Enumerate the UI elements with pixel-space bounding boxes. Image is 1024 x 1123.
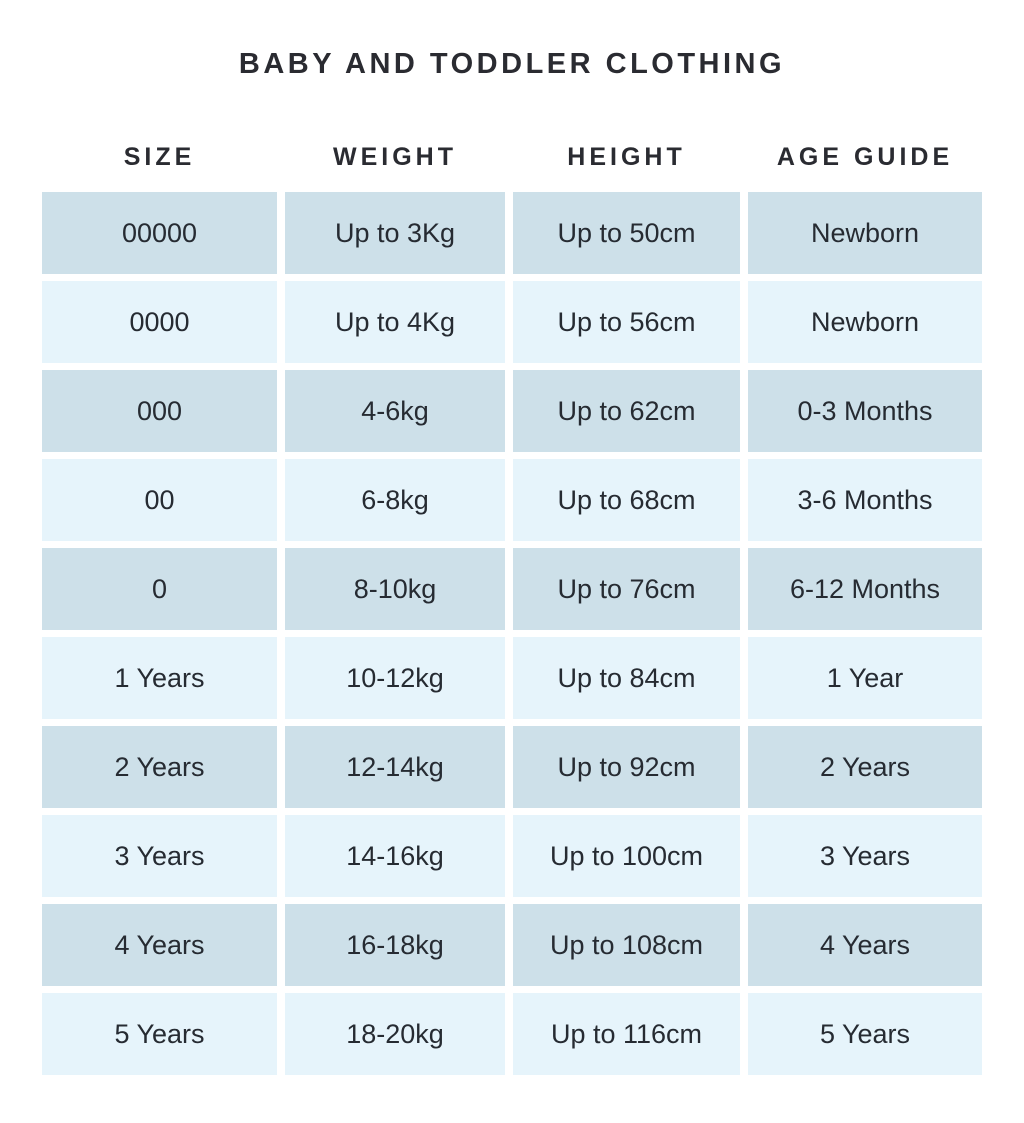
- table-cell: 0000: [42, 281, 277, 363]
- table-cell: 000: [42, 370, 277, 452]
- table-cell: 16-18kg: [285, 904, 505, 986]
- table-cell: 6-12 Months: [748, 548, 982, 630]
- table-cell: Up to 62cm: [513, 370, 740, 452]
- table-cell: 4-6kg: [285, 370, 505, 452]
- table-cell: Up to 50cm: [513, 192, 740, 274]
- table-cell: 4 Years: [748, 904, 982, 986]
- table-cell: Up to 92cm: [513, 726, 740, 808]
- table-cell: Up to 56cm: [513, 281, 740, 363]
- table-cell: 5 Years: [42, 993, 277, 1075]
- table-cell: Up to 4Kg: [285, 281, 505, 363]
- table-cell: 3 Years: [748, 815, 982, 897]
- table-cell: Up to 100cm: [513, 815, 740, 897]
- column-header-size: SIZE: [123, 142, 196, 171]
- table-cell: 14-16kg: [285, 815, 505, 897]
- table-cell: Newborn: [748, 192, 982, 274]
- column-header-age-guide: AGE GUIDE: [776, 142, 954, 171]
- table-cell: 5 Years: [748, 993, 982, 1075]
- table-cell: 3-6 Months: [748, 459, 982, 541]
- table-cell: 18-20kg: [285, 993, 505, 1075]
- table-cell: 10-12kg: [285, 637, 505, 719]
- table-cell: Up to 116cm: [513, 993, 740, 1075]
- table-cell: 00: [42, 459, 277, 541]
- size-table: [42, 141, 982, 1075]
- table-cell: 00000: [42, 192, 277, 274]
- table-cell: 1 Years: [42, 637, 277, 719]
- size-table-body: [42, 192, 982, 1075]
- column-header-height: HEIGHT: [567, 142, 686, 171]
- table-cell: Up to 76cm: [513, 548, 740, 630]
- table-cell: 12-14kg: [285, 726, 505, 808]
- table-cell: 0: [42, 548, 277, 630]
- table-header-row: [42, 141, 982, 173]
- table-cell: Up to 3Kg: [285, 192, 505, 274]
- table-cell: 2 Years: [42, 726, 277, 808]
- table-cell: 6-8kg: [285, 459, 505, 541]
- table-cell: Up to 108cm: [513, 904, 740, 986]
- table-cell: 2 Years: [748, 726, 982, 808]
- table-cell: 8-10kg: [285, 548, 505, 630]
- table-cell: Newborn: [748, 281, 982, 363]
- table-cell: 1 Year: [748, 637, 982, 719]
- table-cell: 3 Years: [42, 815, 277, 897]
- table-cell: 4 Years: [42, 904, 277, 986]
- table-cell: Up to 68cm: [513, 459, 740, 541]
- table-cell: 0-3 Months: [748, 370, 982, 452]
- column-header-weight: WEIGHT: [333, 142, 457, 171]
- table-cell: Up to 84cm: [513, 637, 740, 719]
- page-title: BABY AND TODDLER CLOTHING: [238, 48, 786, 80]
